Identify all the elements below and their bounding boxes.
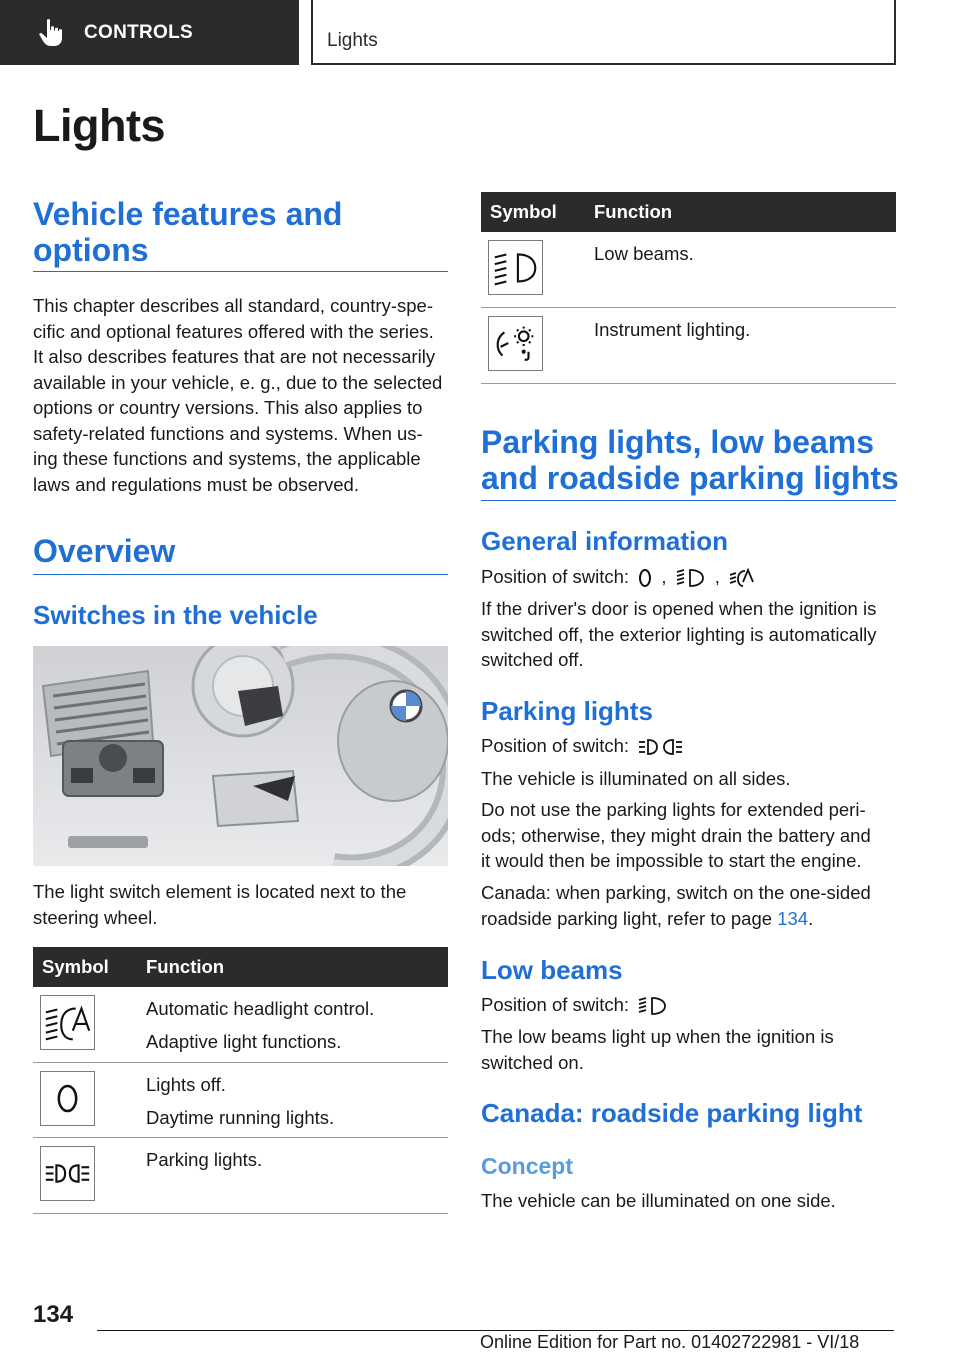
function-text: Adaptive light functions. — [146, 1031, 342, 1052]
switch-position-line: Position of switch: — [481, 733, 896, 759]
function-text: Daytime running lights. — [146, 1106, 335, 1128]
instrument-lighting-icon — [488, 316, 543, 371]
low-beams-text: The low beams light up when the ignition is switched on. — [481, 1026, 834, 1073]
table-row — [33, 987, 448, 1062]
column-header-symbol: Symbol — [481, 192, 594, 232]
parking-lights-icon — [40, 1146, 95, 1201]
column-header-symbol: Symbol — [33, 947, 146, 987]
chapter-title: Lights — [327, 30, 378, 51]
table-row — [481, 307, 896, 383]
low-beams-icon — [676, 567, 706, 589]
parking-lights-text-1: The vehicle is illuminated on all sides. — [481, 768, 791, 789]
function-text: Lights off. — [146, 1073, 226, 1095]
lights-off-icon — [638, 567, 652, 589]
function-text: Instrument lighting. — [594, 318, 751, 340]
general-info-heading: General information — [481, 526, 729, 556]
concept-text: The vehicle can be illuminated on one side. — [481, 1190, 836, 1211]
parking-lights-heading: Parking lights — [481, 696, 653, 726]
heading-rule — [481, 500, 896, 501]
switch-position-line: Position of switch: — [481, 992, 896, 1018]
section-tab-label: CONTROLS — [84, 21, 194, 43]
vehicle-features-heading: Vehicle features and options — [33, 196, 343, 268]
column-header-function: Function — [146, 947, 448, 987]
chapter-header — [311, 0, 896, 65]
light-switch-photo — [33, 646, 448, 866]
concept-heading: Concept — [481, 1153, 573, 1179]
table-row — [481, 232, 896, 307]
table-row — [33, 1062, 448, 1137]
footer-edition: Online Edition for Part no. 01402722981 - VI/18 — [480, 1332, 860, 1352]
canada-roadside-heading: Canada: roadside parking light — [481, 1098, 863, 1128]
heading-rule — [33, 271, 448, 272]
page-title: Lights — [33, 100, 165, 151]
parking-section-heading: Parking lights, low beams and roadside parking lights — [481, 424, 899, 496]
function-text: Parking lights. — [146, 1148, 263, 1170]
low-beams-icon — [638, 995, 668, 1017]
hand-pointer-icon — [38, 18, 64, 48]
low-beams-icon — [488, 240, 543, 295]
general-info-text: If the driver's door is opened when the ignition is switched off, the exterior lighting is automatically switched off. — [481, 598, 877, 670]
auto-headlight-icon — [40, 995, 95, 1050]
parking-lights-text-2: Do not use the parking lights for extended peri- ods; otherwise, they might drain the battery and it would then be impossible to start the engine. — [481, 799, 871, 871]
function-text: Automatic headlight control. — [146, 998, 375, 1019]
parking-lights-icon — [638, 736, 684, 758]
column-header-function: Function — [594, 192, 896, 232]
section-tab[interactable] — [0, 0, 299, 65]
auto-headlight-icon — [729, 567, 755, 589]
vehicle-features-text: This chapter describes all standard, country-spe- cific and optional features offered with the series. It also describes features that are not necessarily available in your vehicle, e. g., due to the selected options or country versions. This also applies to safety-related functions and systems. When us- ing these functions and systems, the applicable laws and regulations must be observed. — [33, 295, 443, 495]
symbol-table-left — [33, 947, 448, 1214]
parking-lights-canada-text: Canada: when parking, switch on the one-sided roadside parking light, refer to page 134. — [481, 882, 871, 929]
page-reference-link[interactable]: 134 — [777, 907, 809, 929]
function-text: Low beams. — [594, 243, 694, 264]
lights-off-icon — [40, 1071, 95, 1126]
symbol-table-right — [481, 192, 896, 384]
low-beams-heading: Low beams — [481, 955, 623, 985]
photo-caption: The light switch element is located next to the steering wheel. — [33, 881, 407, 928]
footer-rule — [97, 1330, 894, 1331]
page-number: 134 — [33, 1301, 74, 1328]
heading-rule — [33, 574, 448, 575]
switch-position-line: Position of switch: , , — [481, 564, 896, 590]
switches-heading: Switches in the vehicle — [33, 600, 318, 630]
table-row — [33, 1137, 448, 1213]
overview-heading: Overview — [33, 533, 176, 569]
